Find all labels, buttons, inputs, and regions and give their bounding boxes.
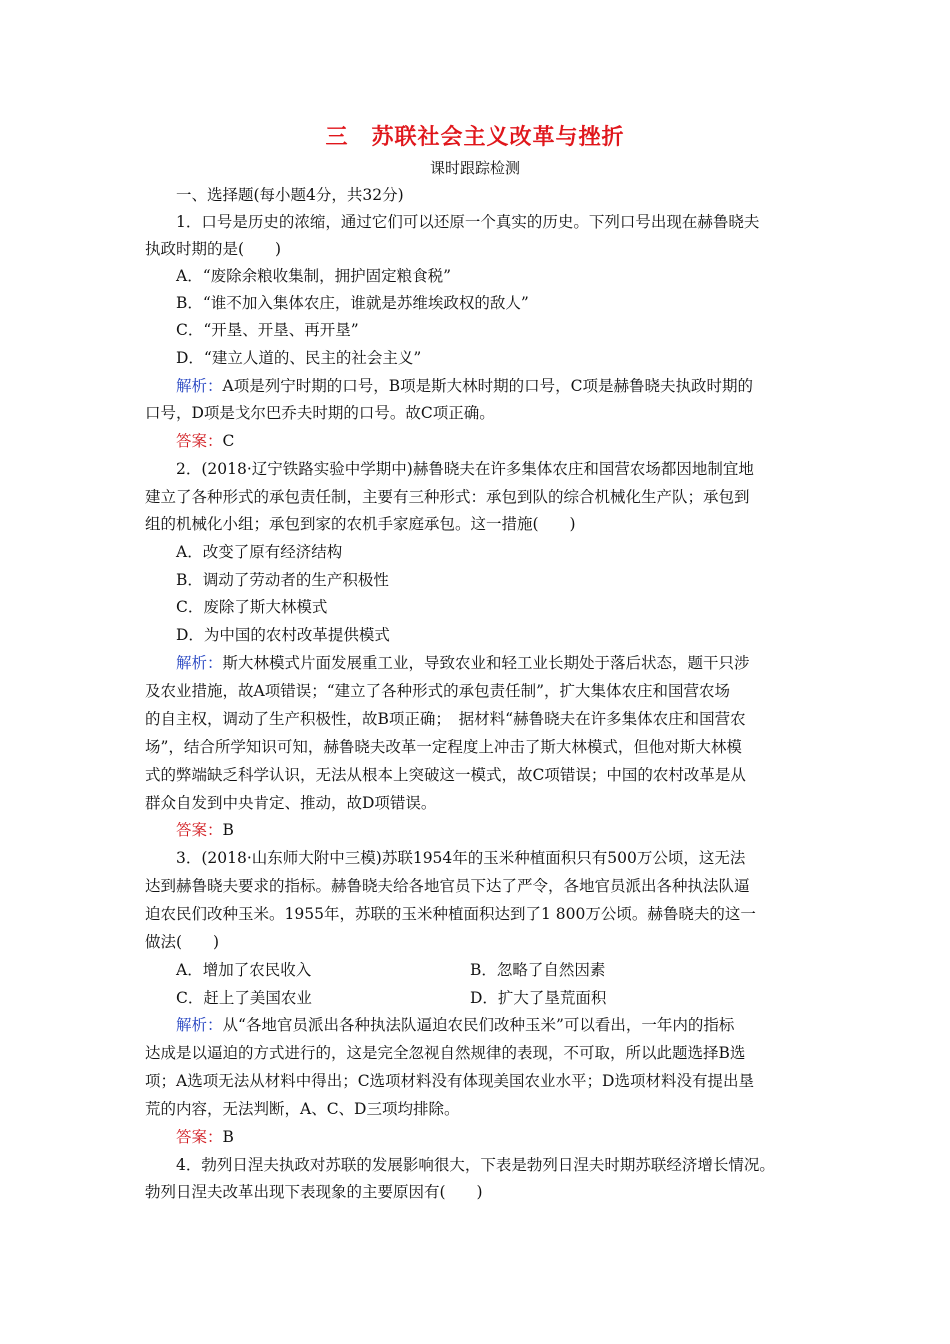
q1-option-d: D．“建立人道的、民主的社会主义” — [176, 349, 422, 367]
q3-analysis-line: 项；A选项无法从材料中得出；C选项材料没有体现美国农业水平；D选项材料没有提出垦 — [145, 1072, 754, 1090]
q1-option-b: B．“谁不加入集体农庄，谁就是苏维埃政权的敌人” — [176, 294, 529, 312]
q3-analysis — [176, 1015, 734, 1035]
q2-analysis-line: 式的弊端缺乏科学认识，无法从根本上突破这一模式，故C项错误；中国的农村改革是从 — [145, 766, 746, 784]
page-title: 三 苏联社会主义改革与挫折 — [325, 124, 625, 150]
q2-analysis-text: 斯大林模式片面发展重工业，导致农业和轻工业长期处于落后状态，题干只涉 — [222, 654, 750, 672]
q2-answer — [176, 820, 234, 840]
q4-stem-line: 4．勃列日涅夫执政对苏联的发展影响很大，下表是勃列日涅夫时期苏联经济增长情况。 — [176, 1156, 775, 1174]
q3-analysis-line: 荒的内容，无法判断，A、C、D三项均排除。 — [145, 1100, 460, 1118]
q2-analysis-line: 群众自发到中央肯定、推动，故D项错误。 — [145, 794, 437, 812]
answer-label: 答案： — [176, 821, 223, 839]
section-heading: 一、选择题(每小题4分，共32分) — [176, 186, 404, 204]
q2-stem-line: 建立了各种形式的承包责任制，主要有三种形式：承包到队的综合机械化生产队；承包到 — [145, 488, 750, 506]
q4-stem-line: 勃列日涅夫改革出现下表现象的主要原因有( ) — [145, 1183, 483, 1201]
q3-stem-line: 做法( ) — [145, 933, 220, 951]
answer-label: 答案： — [176, 432, 223, 450]
q3-option-c: C．赶上了美国农业 — [176, 989, 312, 1007]
answer-label: 答案： — [176, 1128, 223, 1146]
q1-analysis-line: 口号，D项是戈尔巴乔夫时期的口号。故C项正确。 — [145, 404, 495, 422]
q3-answer-value: B — [222, 1128, 234, 1146]
q1-answer — [176, 431, 234, 451]
q2-stem-line: 组的机械化小组；承包到家的农机手家庭承包。这一措施( ) — [145, 515, 576, 533]
analysis-label: 解析： — [176, 1016, 223, 1034]
analysis-label: 解析： — [176, 377, 223, 395]
q2-option-c: C．废除了斯大林模式 — [176, 598, 328, 616]
q2-option-b: B．调动了劳动者的生产积极性 — [176, 571, 389, 589]
q3-analysis-text: 从“各地官员派出各种执法队逼迫农民们改种玉米”可以看出，一年内的指标 — [222, 1016, 735, 1034]
q1-stem-line: 执政时期的是( ) — [145, 240, 282, 258]
q1-option-c: C．“开垦、开垦、再开垦” — [176, 321, 359, 339]
q2-analysis — [176, 653, 750, 673]
q1-answer-value: C — [222, 432, 235, 450]
q3-option-b: B．忽略了自然因素 — [470, 961, 606, 979]
analysis-label: 解析： — [176, 654, 223, 672]
q3-stem-line: 3．(2018·山东师大附中三模)苏联1954年的玉米种植面积只有500万公顷，这无法 — [176, 849, 746, 867]
q3-stem-line: 迫农民们改种玉米。1955年，苏联的玉米种植面积达到了1 800万公顷。赫鲁晓夫的这一 — [145, 905, 756, 923]
q1-stem-line: 1．口号是历史的浓缩，通过它们可以还原一个真实的历史。下列口号出现在赫鲁晓夫 — [176, 213, 760, 231]
q3-analysis-line: 达成是以逼迫的方式进行的，这是完全忽视自然规律的表现，不可取，所以此题选择B选 — [145, 1044, 746, 1062]
q2-analysis-line: 的自主权，调动了生产积极性，故B项正确； 据材料“赫鲁晓夫在许多集体农庄和国营农 — [145, 710, 746, 728]
q2-analysis-line: 及农业措施，故A项错误；“建立了各种形式的承包责任制”，扩大集体农庄和国营农场 — [145, 682, 731, 700]
q1-option-a: A．“废除余粮收集制，拥护固定粮食税” — [176, 267, 452, 285]
q3-option-d: D．扩大了垦荒面积 — [470, 989, 607, 1007]
q2-answer-value: B — [222, 821, 234, 839]
q1-analysis-text: A项是列宁时期的口号，B项是斯大林时期的口号，C项是赫鲁晓夫执政时期的 — [222, 377, 753, 395]
q2-option-d: D．为中国的农村改革提供模式 — [176, 626, 390, 644]
q3-answer — [176, 1127, 234, 1147]
q2-stem-line: 2．(2018·辽宁铁路实验中学期中)赫鲁晓夫在许多集体农庄和国营农场都因地制宜地 — [176, 460, 754, 478]
q2-option-a: A．改变了原有经济结构 — [176, 543, 343, 561]
q1-analysis — [176, 376, 753, 396]
q2-analysis-line: 场”，结合所学知识可知，赫鲁晓夫改革一定程度上冲击了斯大林模式，但他对斯大林模 — [145, 738, 742, 756]
q3-stem-line: 达到赫鲁晓夫要求的指标。赫鲁晓夫给各地官员下达了严令，各地官员派出各种执法队逼 — [145, 877, 750, 895]
q3-option-a: A．增加了农民收入 — [176, 961, 312, 979]
page-subtitle: 课时跟踪检测 — [429, 159, 520, 177]
